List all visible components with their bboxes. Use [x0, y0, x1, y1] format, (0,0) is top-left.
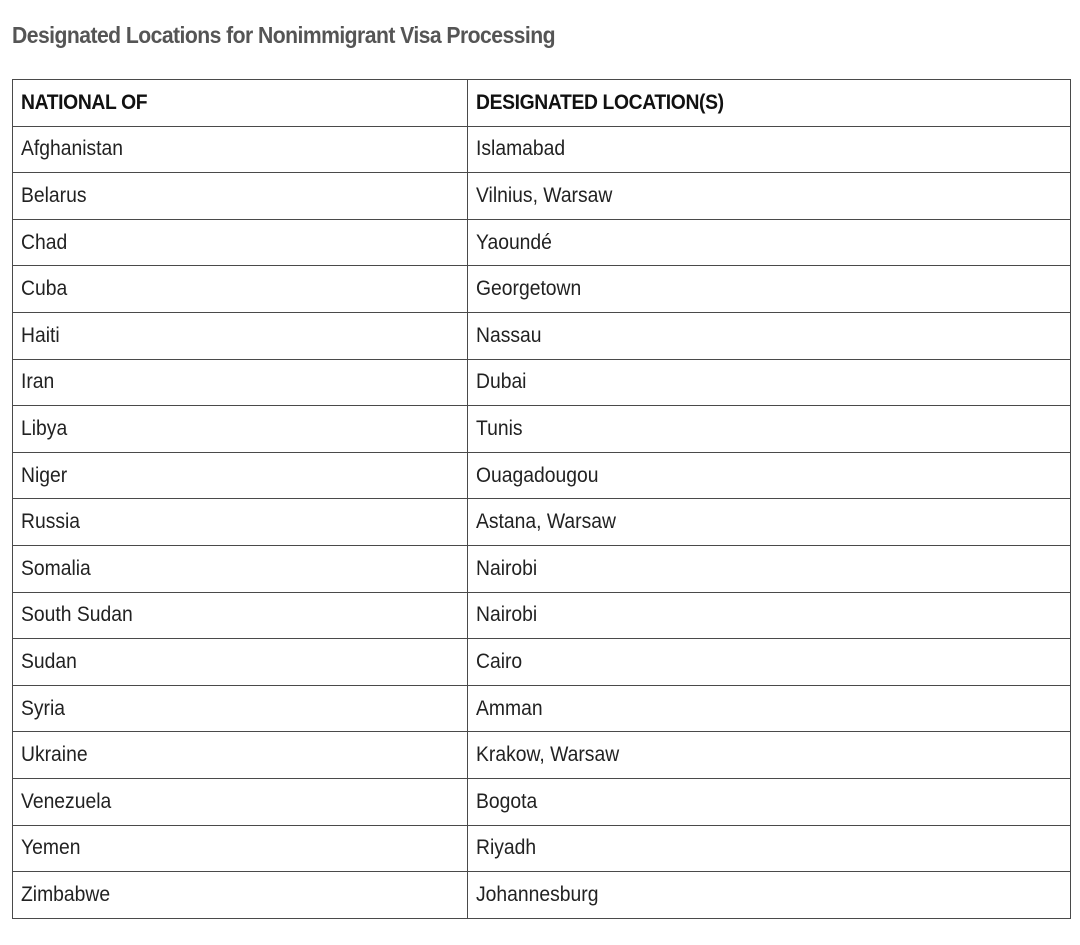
- national-of-cell: Haiti: [13, 312, 468, 359]
- table-row: [13, 406, 1071, 453]
- designated-locations-table: [12, 79, 1071, 919]
- national-of-cell: Yemen: [13, 825, 468, 872]
- designated-location-cell: Dubai: [468, 359, 1071, 406]
- national-of-cell: Iran: [13, 359, 468, 406]
- national-of-cell: Niger: [13, 452, 468, 499]
- national-of-cell: Ukraine: [13, 732, 468, 779]
- table-body: [13, 126, 1071, 918]
- table-row: [13, 452, 1071, 499]
- table-row: [13, 173, 1071, 220]
- designated-location-cell: Nairobi: [468, 592, 1071, 639]
- designated-location-cell: Vilnius, Warsaw: [468, 173, 1071, 220]
- table-row: [13, 685, 1071, 732]
- designated-location-cell: Ouagadougou: [468, 452, 1071, 499]
- designated-location-cell: Astana, Warsaw: [468, 499, 1071, 546]
- page-title: Designated Locations for Nonimmigrant Visa Processing: [12, 22, 555, 48]
- national-of-cell: Russia: [13, 499, 468, 546]
- designated-location-cell: Bogota: [468, 778, 1071, 825]
- national-of-cell: Venezuela: [13, 778, 468, 825]
- table-row: [13, 872, 1071, 919]
- national-of-cell: Zimbabwe: [13, 872, 468, 919]
- table-row: [13, 732, 1071, 779]
- table-row: [13, 825, 1071, 872]
- table-row: [13, 545, 1071, 592]
- table-header: [13, 80, 1071, 127]
- designated-location-cell: Krakow, Warsaw: [468, 732, 1071, 779]
- designated-location-cell: Georgetown: [468, 266, 1071, 313]
- column-header-national-of: NATIONAL OF: [13, 80, 468, 127]
- designated-location-cell: Islamabad: [468, 126, 1071, 173]
- designated-location-cell: Yaoundé: [468, 219, 1071, 266]
- national-of-cell: Cuba: [13, 266, 468, 313]
- table-row: [13, 639, 1071, 686]
- table-row: [13, 312, 1071, 359]
- table-row: [13, 592, 1071, 639]
- national-of-cell: Belarus: [13, 173, 468, 220]
- header-row: [13, 80, 1071, 127]
- designated-location-cell: Riyadh: [468, 825, 1071, 872]
- national-of-cell: Chad: [13, 219, 468, 266]
- table-row: [13, 126, 1071, 173]
- table-row: [13, 778, 1071, 825]
- designated-location-cell: Tunis: [468, 406, 1071, 453]
- table-row: [13, 359, 1071, 406]
- designated-location-cell: Nairobi: [468, 545, 1071, 592]
- designated-location-cell: Nassau: [468, 312, 1071, 359]
- national-of-cell: Afghanistan: [13, 126, 468, 173]
- table-row: [13, 219, 1071, 266]
- table-row: [13, 266, 1071, 313]
- designated-location-cell: Cairo: [468, 639, 1071, 686]
- designated-location-cell: Amman: [468, 685, 1071, 732]
- national-of-cell: Syria: [13, 685, 468, 732]
- national-of-cell: Somalia: [13, 545, 468, 592]
- national-of-cell: South Sudan: [13, 592, 468, 639]
- national-of-cell: Sudan: [13, 639, 468, 686]
- national-of-cell: Libya: [13, 406, 468, 453]
- table-row: [13, 499, 1071, 546]
- column-header-designated-locations: DESIGNATED LOCATION(S): [468, 80, 1071, 127]
- designated-location-cell: Johannesburg: [468, 872, 1071, 919]
